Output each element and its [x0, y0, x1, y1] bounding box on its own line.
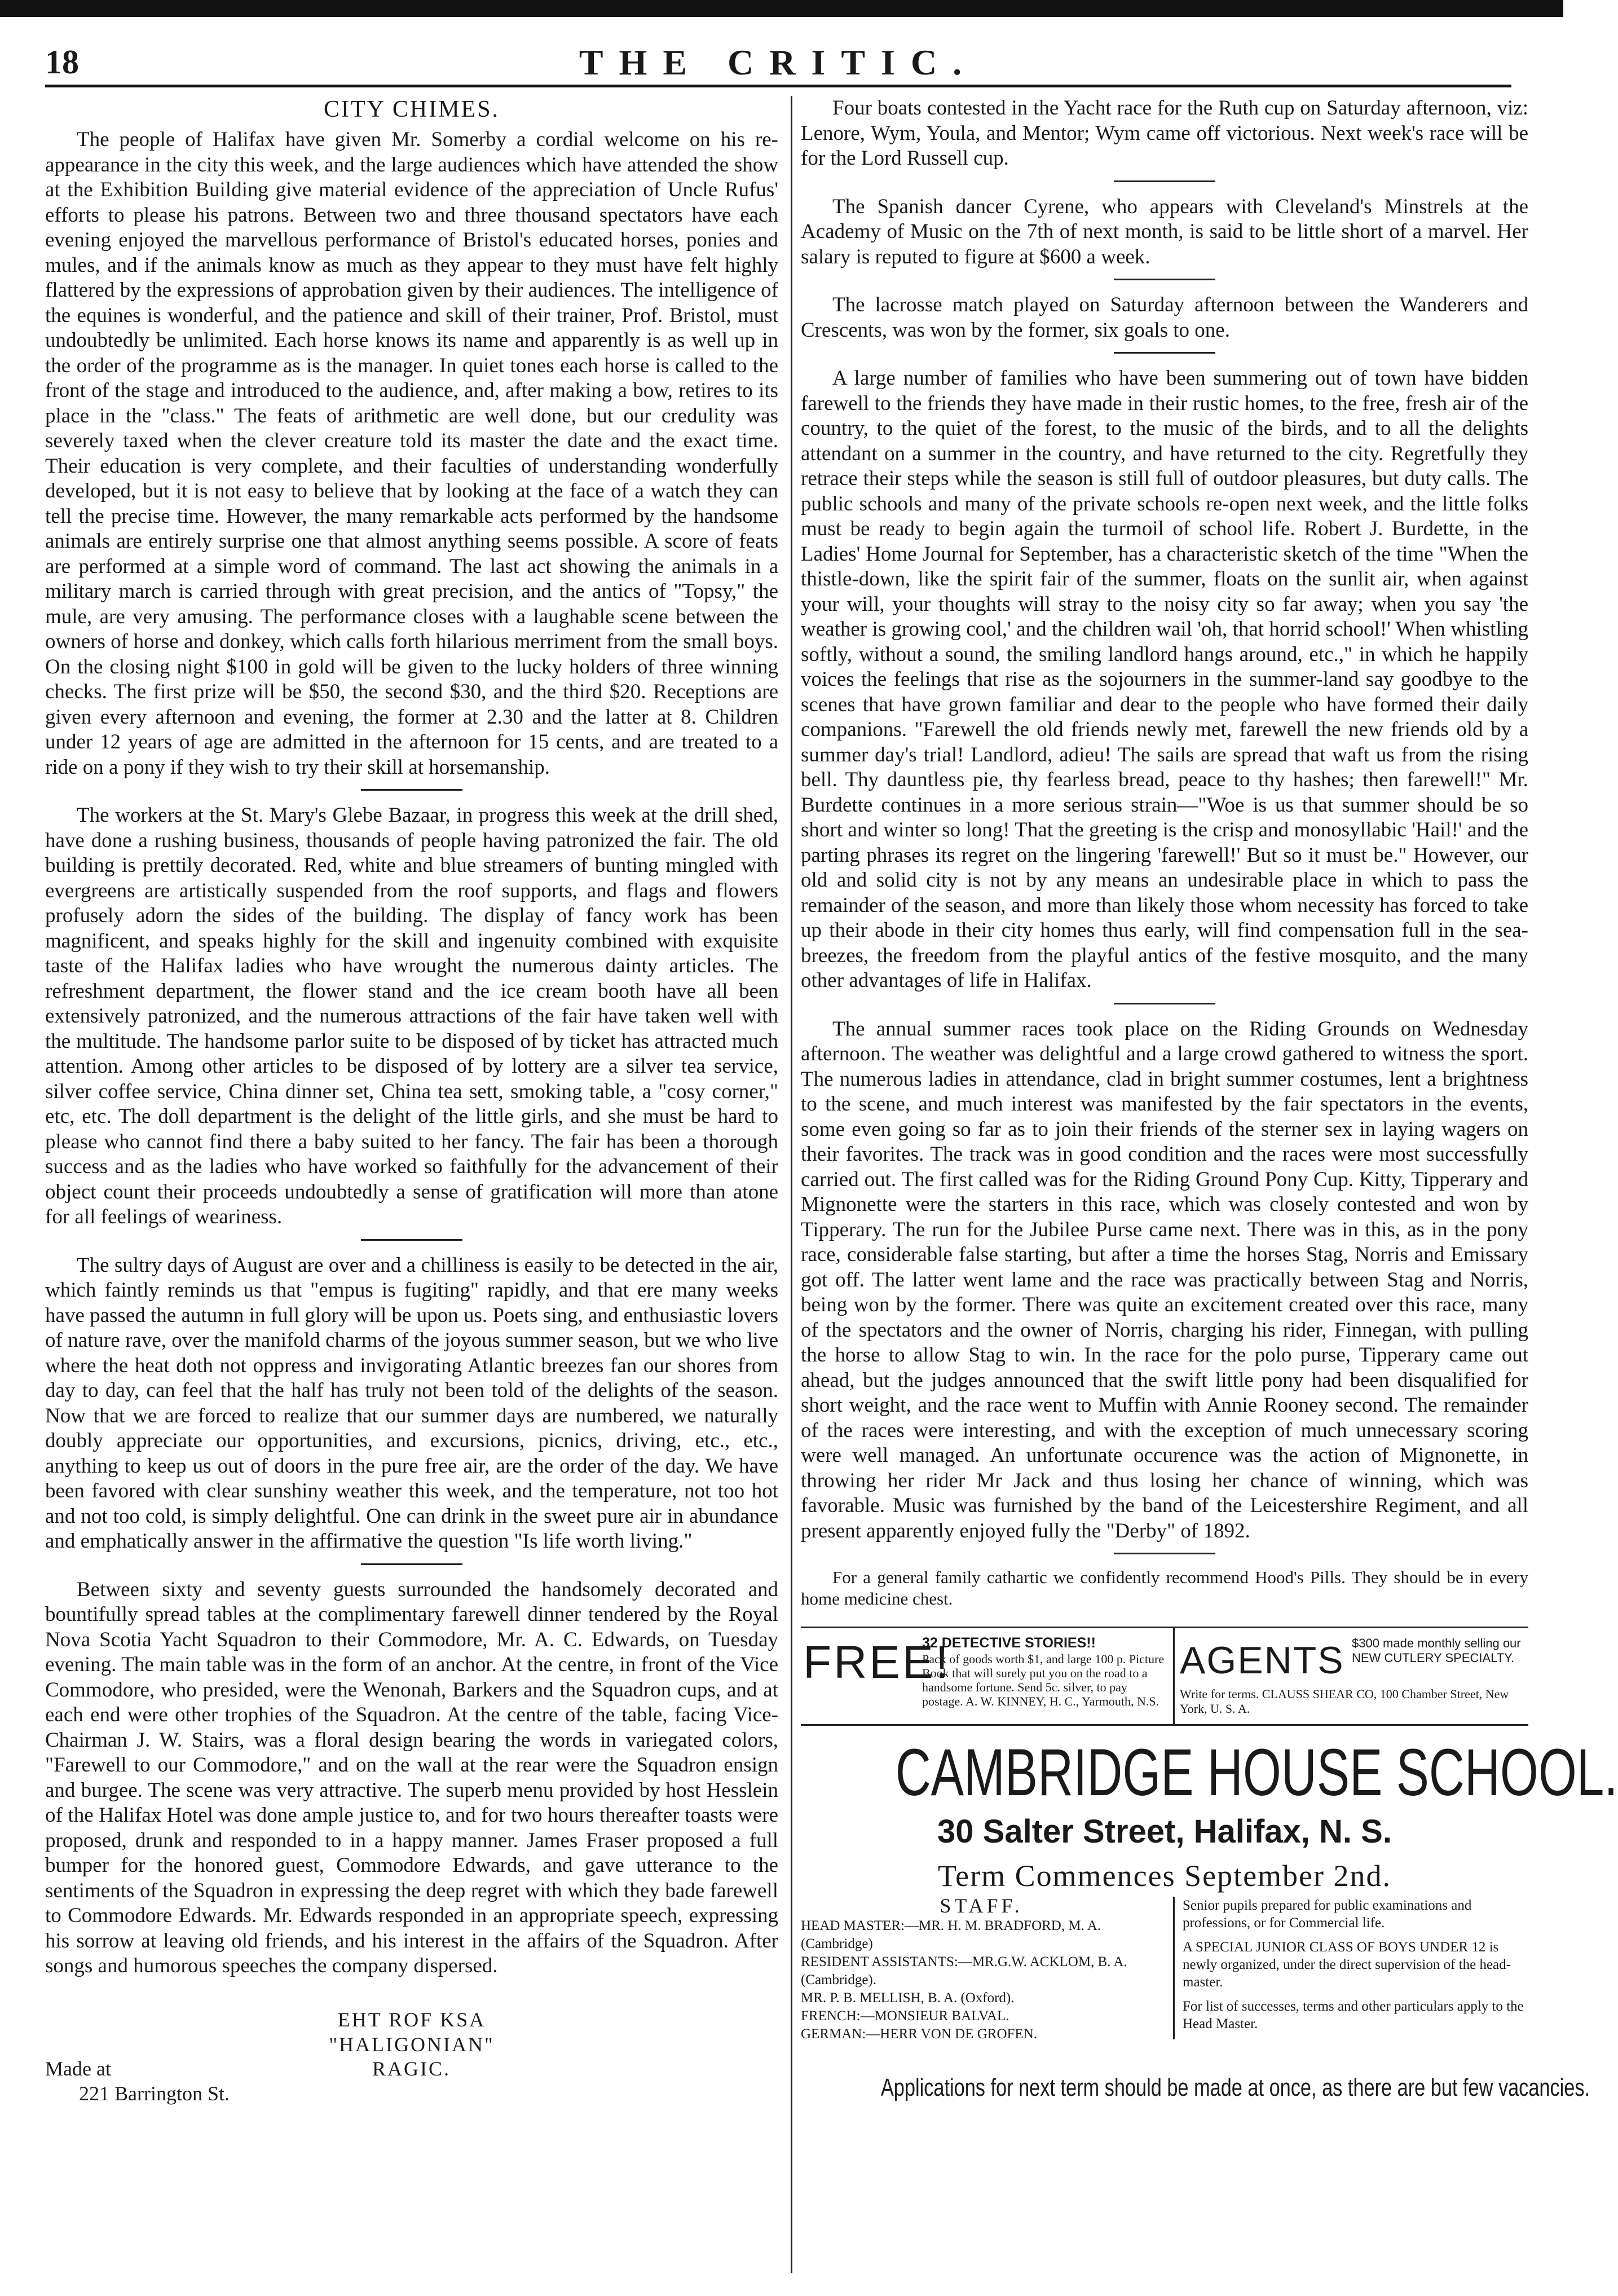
column-divider [791, 96, 792, 2273]
article-squadron-dinner: Between sixty and seventy guests surrounded the handsomely decorated and bountifully spread tables at the complimentary farewell dinner tendered by the Royal Nova Scotia Yacht Squadron to their Commodore, Mr. A. C. Edwards, on Tuesday evening. The main table was in the form of an anchor. At the centre, in front of the Vice Commodore, who presided, were the Wenonah, Barkers and the Squadron cups, and at each end were other trophies of the Squadron. At the centre of the table, facing Vice-Chairman J. W. Stairs, was a floral design bearing the words in variegated colors, "Farewell to our Commodore," and on the wall at the rear were the Squadron ensign and burgee. The scene was very attractive. The superb menu provided by host Hesslein of the Halifax Hotel was done ample justice to, and for two hours thereafter toasts were proposed, drunk and responded to in a happy manner. James Fraser proposed a full bumper for the honored guest, Commodore Edwards, and gave utterance to the sentiments of the Squadron in expressing the deep regret with which they bade farewell to Commodore Edwards. Mr. Edwards responded in an appropriate speech, expressing his sorrow at leaving old friends, and his interest in the affairs of the Squadron. After songs and humorous speeches the company dispersed. [45, 1577, 778, 1977]
free-ad-word: FREE! [803, 1637, 951, 1688]
signature-block [45, 2007, 778, 2057]
staff-entry: FRENCH:—MONSIEUR BALVAL. [801, 2008, 1009, 2024]
school-info [1173, 1897, 1527, 2039]
agents-ad-body: Write for terms. CLAUSS SHEAR CO, 100 Chamber Street, New York, U. S. A. [1180, 1687, 1509, 1716]
article-summer-families: A large number of families who have been summering out of town have bidden farewell to the friends they have made in their rustic homes, to the free, fresh air of the country, to the quiet of the forest, to the music of the birds, and to all the delights attendant on a summer in the country, and have returned to the city. Regretfully they retrace their steps while the season is still full of outdoor pleasures, but duty calls. The public schools and many of the private schools re-open next week, and the little folks must be ready to begin again the turmoil of school life. Robert J. Burdette, in the Ladies' Home Journal for September, has a characteristic sketch of the time "When the thistle-down, like the spirit fair of the summer, floats on the sunlit air, when against your will, your thoughts will stray to the noisy city so far away; when you say 'the weather is growing cool,' and the children wail 'oh, that horrid school!' When whistling softly, without a sound, the smiling landlord hangs around, etc.," in which he happily voices the feelings that rise as the sojourners in the summer-land say goodbye to the scenes that have grown familiar and dear to the people who have formed their daily companions. "Farewell the old friends newly met, farewell the new friends old by a summer day's trial! Landlord, adieu! The sails are spread that waft us from the rising bell. Thy dauntless pie, thy fearless bread, peace to thy hashes; then farewell!" Mr. Burdette continues in a more serious strain—"Woe is us that summer should be so short and winter so long! That the greeting is the crisp and monosyllabic 'Hail!' and the parting phrases its regret on the lingering 'farewell!' But so it must be." However, our old and solid city is not by any means an undesirable place in which to pass the remainder of the season, and more than likely those whom necessity has forced to take up their abode in their city homes thus early, will find compensation full in the sea-breezes, the freedom from the playful antics of the festive mosquito, and the many other advantages of life in Halifax. [801, 367, 1528, 992]
article-glebe-bazaar: The workers at the St. Mary's Glebe Bazaar, in progress this week at the drill shed, have done a rushing business, thousands of people having patronized the fair. The old building is prettily decorated. Red, white and blue streamers of bunting mingled with evergreens are artistically suspended from the roof supports, and flags and flowers profusely adorn the sides of the building. The display of fancy work has been magnificent, and speaks highly for the skill and ingenuity combined with exquisite taste of the Halifax ladies who have wrought the numerous dainty articles. The refreshment department, the flower stand and the ice cream booth have all been extensively patronized, and the numerous attractions of the fair have taken well with the multitude. The handsome parlor suite to be disposed of by ticket has attracted much attention. Among other articles to be disposed of by lottery are a silver tea service, silver coffee service, China dinner set, China tea sett, smoking table, a "cosy corner," etc, etc. The doll department is the delight of the little girls, and she must be hard to please who cannot find there a baby suited to her fancy. The fair has been a thorough success and as the ladies who have worked so faithfully for the advancement of their object count their proceeds undoubtedly a sense of gratification will more than atone for all feelings of weariness. [45, 804, 778, 1228]
article-lacrosse: The lacrosse match played on Saturday afternoon between the Wanderers and Crescents, was won by the former, six goals to one. [801, 293, 1528, 342]
article-separator [1114, 352, 1215, 354]
newspaper-title: THE CRITIC. [579, 42, 978, 82]
article-yacht-race: Four boats contested in the Yacht race for the Ruth cup on Saturday afternoon, viz: Lenore, Wym, Youla, and Mentor; Wym came off victorious. Next week's race will be for the Lord Russell cup. [801, 96, 1528, 170]
article-separator [1114, 279, 1215, 280]
section-title: CITY CHIMES. [323, 96, 500, 122]
article-spanish-dancer: The Spanish dancer Cyrene, who appears with Cleveland's Minstrels at the Academy of Music on the 7th of next month, is said to be little short of a marvel. Her salary is reputed to figure at $600 a week. [801, 195, 1528, 268]
free-ad-headline: 32 DETECTIVE STORIES!! [922, 1635, 1096, 1651]
page-number: 18 [45, 43, 79, 81]
signature-line-1: EHT ROF KSA [337, 2008, 486, 2031]
staff-entry: RESIDENT ASSISTANTS:—MR.G.W. ACKLOM, B. A. (Cambridge). [801, 1954, 1127, 1987]
staff-entry: MR. P. B. MELLISH, B. A. (Oxford). [801, 1990, 1015, 2006]
agents-ad-word: AGENTS [1180, 1639, 1344, 1682]
article-separator [361, 1563, 462, 1565]
article-august-days: The sultry days of August are over and a chilliness is easily to be detected in the air, which faintly reminds us that "empus is fugiting" rapidly, and that ere many weeks have passed the autumn in full glory will be upon us. Poets sing, and enthusiastic lovers of nature rave, over the manifold charms of the joyous summer season, but we who live where the heat doth not oppress and invigorating Atlantic breezes fan our shores from day to day, can feel that the half has truly not been told of the delights of the season. Now that we are forced to realize that our summer days are numbered, we naturally doubly appreciate our opportunities, and excursions, picnics, driving, etc., etc., anything to keep us out of doors in the pure free air, are the order of the day. We have been favored with clear sunshiny weather this week, and the temperature, not too hot and not too cold, is simply delightful. One can drink in the sweet pure air in abundance and emphatically answer in the affirmative the question "Is life worth living." [45, 1253, 778, 1553]
article-separator [1114, 1003, 1215, 1004]
free-ad-body: Pack of goods worth $1, and large 100 p. Picture Book that will surely put you on the road to a handsome fortune. Send 5c. silver, to pay postage. A. W. KINNEY, H. C., Yarmouth, N.S. [922, 1652, 1165, 1708]
article-separator [1114, 180, 1215, 182]
article-separator [1114, 1553, 1215, 1554]
page-header [45, 39, 1511, 87]
school-title: CAMBRIDGE HOUSE SCHOOL. [895, 1735, 1618, 1810]
school-address: 30 Salter Street, Halifax, N. S. [937, 1813, 1392, 1850]
school-details [801, 1894, 1528, 2066]
made-at-label: Made at [45, 2057, 111, 2080]
article-separator [361, 1239, 462, 1241]
top-border-bar [0, 0, 1563, 17]
signature-line-2: "HALIGONIAN" [329, 2033, 495, 2056]
article-summer-races: The annual summer races took place on the Riding Grounds on Wednesday afternoon. The weather was delightful and a large crowd gathered to witness the sport. The numerous ladies in attendance, clad in bright summer costumes, lent a brightness to the scene, and much interest was manifested by the fair spectators in the events, some even going so far as to join their friends of the sterner sex in laying wagers on their favorites. The track was in good condition and the races were most successfully carried out. The first called was for the Riding Ground Pony Cup. Kitty, Tipperary and Mignonette were the starters in this race, which was closely contested and won by Tipperary. The run for the Jubilee Purse came next. There was in this, as in the pony race, considerable false starting, but after a time the horses Stag, Norris and Emissary got off. The latter went lame and the race was practically between Stag and Norris, being won by the former. There was quite an excitement created over this race, many of the spectators and the owner of Norris, charging his rider, Finnegan, with pulling the horse to allow Stag to win. In the race for the polo purse, Tipperary came out ahead, but the judges announced that the swift little pony had been disqualified for short weight, and the race went to Muffin with Annie Rooney second. The remainder of the races were interesting, and with the exception of much unnecessary scoring were well managed. An unfortunate occurence was the action of Mignonette, in throwing her rider Mr Jack and thus losing her chance of winning, which was favorable. Music was furnished by the band of the Leicestershire Regiment, and all present apparently enjoyed fully the "Derby" of 1892. [801, 1017, 1528, 1543]
staff-title: STAFF. [940, 1894, 1023, 1917]
signature-footer [45, 2057, 778, 2119]
agents-ad [1180, 1628, 1527, 1724]
school-info-item: Senior pupils prepared for public examinations and professions, or for Commercial life. [1183, 1898, 1472, 1931]
signature-line-3: RAGIC. [372, 2057, 451, 2080]
article-somerby-show: The people of Halifax have given Mr. Somerby a cordial welcome on his re-appearance in the city this week, and the large audiences which have attended the show at the Exhibition Building give material evidence of the appreciation of Uncle Rufus' efforts to please his patrons. Between two and three thousand spectators have each evening enjoyed the marvellous performance of Bristol's educated horses, ponies and mules, and if the animals know as much as they appear to they must have felt highly flattered by the expressions of approbation given by their audiences. The intelligence of the equines is wonderful, and the patience and skill of their trainer, Prof. Bristol, must undoubtedly be unlimited. Each horse knows its name and apparently is as well up in the order of the programme as is the manager. In quiet tones each horse is called to the front of the stage and introduced to the audience, and, after making a bow, retires to its place in the "class." The feats of arithmetic are well done, but our credulity was severely taxed when the clever creature told its master the date and the exact time. Their education is very complete, and their faculties of understanding wonderfully developed, but it is not easy to believe that by looking at the face of a watch they can tell the precise time. However, the many remarkable acts performed by the handsome animals are entirely surprise one that almost anything seems possible. A score of feats are performed at a simple word of command. The last act showing the animals in a military march is carried through with great precision, and the antics of "Topsy," the mule, are very amusing. The performance closes with a laughable scene between the owners of horse and donkey, which calls forth hilarious merriment from the small boys. On the closing night $100 in gold will be given to the lucky holders of three winning checks. The first prize will be $50, the second $30, and the third $20. Receptions are given every afternoon and evening, the former at 2.30 and the latter at 8. Children under 12 years of age are admitted in the afternoon for 15 cents, and are treated to a ride on a pony if they wish to try their skill at horsemanship. [45, 128, 778, 779]
staff-list [801, 1894, 1162, 2043]
hoods-pills-note: For a general family cathartic we confidently recommend Hood's Pills. They should be in every home medicine chest. [801, 1567, 1528, 1608]
staff-entry: HEAD MASTER:—MR. H. M. BRADFORD, M. A. (Cambridge) [801, 1918, 1101, 1951]
staff-entry: GERMAN:—HERR VON DE GROFEN. [801, 2026, 1038, 2042]
school-advertisement [801, 1735, 1618, 2102]
made-at-address: 221 Barrington St. [79, 2082, 230, 2105]
school-info-item: For list of successes, terms and other particulars apply to the Head Master. [1183, 1999, 1524, 2031]
school-info-item: A SPECIAL JUNIOR CLASS OF BOYS UNDER 12 is newly organized, under the direct supervision of the head-master. [1183, 1940, 1511, 1990]
right-column [801, 96, 1618, 2273]
term-commences: Term Commences September 2nd. [937, 1859, 1392, 1893]
free-stories-ad [801, 1628, 1175, 1724]
agents-ad-headline: $300 made monthly selling our NEW CUTLERY SPECIALTY. [1352, 1636, 1521, 1665]
article-separator [361, 789, 462, 791]
left-column [45, 96, 778, 2273]
advertisement-row [801, 1627, 1528, 1726]
applications-notice: Applications for next term should be made at once, as there are but few vacancies. [880, 2074, 1590, 2101]
